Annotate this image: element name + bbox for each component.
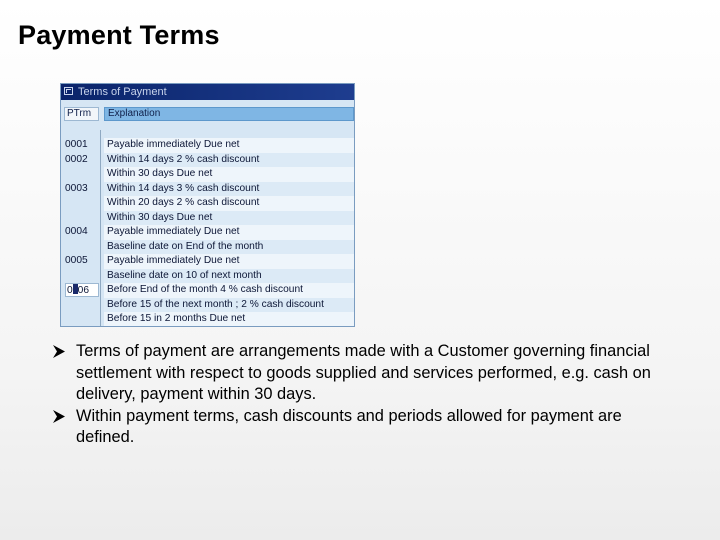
table-row[interactable] (61, 138, 354, 153)
table-row[interactable] (61, 225, 354, 240)
terms-table-body (61, 138, 354, 327)
explanation-cell[interactable]: Within 20 days 2 % cash discount (104, 196, 354, 211)
pterm-cell[interactable]: 0001 (65, 139, 88, 150)
explanation-cell[interactable]: Within 30 days Due net (104, 211, 354, 226)
explanation-cell[interactable]: Baseline date on 10 of next month (104, 269, 354, 284)
pterm-cell[interactable] (65, 312, 99, 326)
pterm-cell[interactable] (65, 211, 99, 225)
explanation-cell[interactable]: Payable immediately Due net (104, 254, 354, 269)
table-row[interactable] (61, 211, 354, 226)
pterm-cell[interactable]: 0005 (65, 255, 88, 266)
arrow-bullet-icon (52, 406, 68, 427)
explanation-cell[interactable]: Within 14 days 3 % cash discount (104, 182, 354, 197)
pterm-cell[interactable] (65, 167, 99, 181)
table-row[interactable] (61, 312, 354, 327)
bullet-list (52, 341, 662, 449)
bullet-text: Terms of payment are arrangements made with a Customer governing financial settlement with respect to goods supplied and services performed, e.g. cash on delivery, payment within 30 days. (76, 342, 651, 403)
table-row[interactable] (61, 298, 354, 313)
pterm-cell[interactable] (65, 240, 99, 254)
table-row[interactable] (61, 283, 354, 298)
window-titlebar[interactable] (61, 84, 354, 100)
pterm-cell[interactable]: 0002 (65, 153, 88, 165)
pterm-cell[interactable] (65, 298, 99, 312)
table-row[interactable] (61, 254, 354, 269)
explanation-cell[interactable]: Within 14 days 2 % cash discount (104, 153, 354, 168)
explanation-cell[interactable]: Baseline date on End of the month (104, 240, 354, 255)
arrow-bullet-icon (52, 341, 68, 362)
pterm-cell[interactable] (65, 196, 99, 210)
explanation-cell[interactable]: Payable immediately Due net (104, 138, 354, 153)
slide-title: Payment Terms (18, 20, 220, 50)
pterm-text-after-cursor: 06 (77, 285, 90, 296)
table-row[interactable] (61, 153, 354, 168)
table-header (61, 107, 354, 121)
table-row[interactable] (61, 240, 354, 255)
column-header-explanation[interactable]: Explanation (104, 107, 354, 121)
terms-of-payment-window (60, 83, 355, 327)
window-title: Terms of Payment (78, 86, 167, 98)
table-row[interactable] (61, 182, 354, 197)
pterm-cell-selected[interactable] (65, 283, 99, 297)
table-row[interactable] (61, 167, 354, 182)
explanation-cell[interactable]: Before End of the month 4 % cash discount (104, 283, 354, 298)
pterm-text-before-cursor: 0 (67, 285, 73, 296)
column-header-pterm[interactable]: PTrm (64, 107, 99, 121)
bullet-item (52, 341, 662, 406)
bullet-item (52, 406, 662, 449)
explanation-cell[interactable]: Before 15 in 2 months Due net (104, 312, 354, 327)
pterm-cell[interactable] (65, 269, 99, 283)
explanation-cell[interactable]: Payable immediately Due net (104, 225, 354, 240)
bullet-text: Within payment terms, cash discounts and periods allowed for payment are defined. (76, 406, 622, 446)
pterm-cell[interactable]: 0003 (65, 182, 88, 194)
pterm-cell[interactable]: 0004 (65, 226, 88, 237)
table-row[interactable] (61, 269, 354, 284)
window-menu-icon[interactable] (64, 87, 73, 95)
explanation-cell[interactable]: Within 30 days Due net (104, 167, 354, 182)
explanation-cell[interactable]: Before 15 of the next month ; 2 % cash discount (104, 298, 354, 313)
table-row[interactable] (61, 196, 354, 211)
